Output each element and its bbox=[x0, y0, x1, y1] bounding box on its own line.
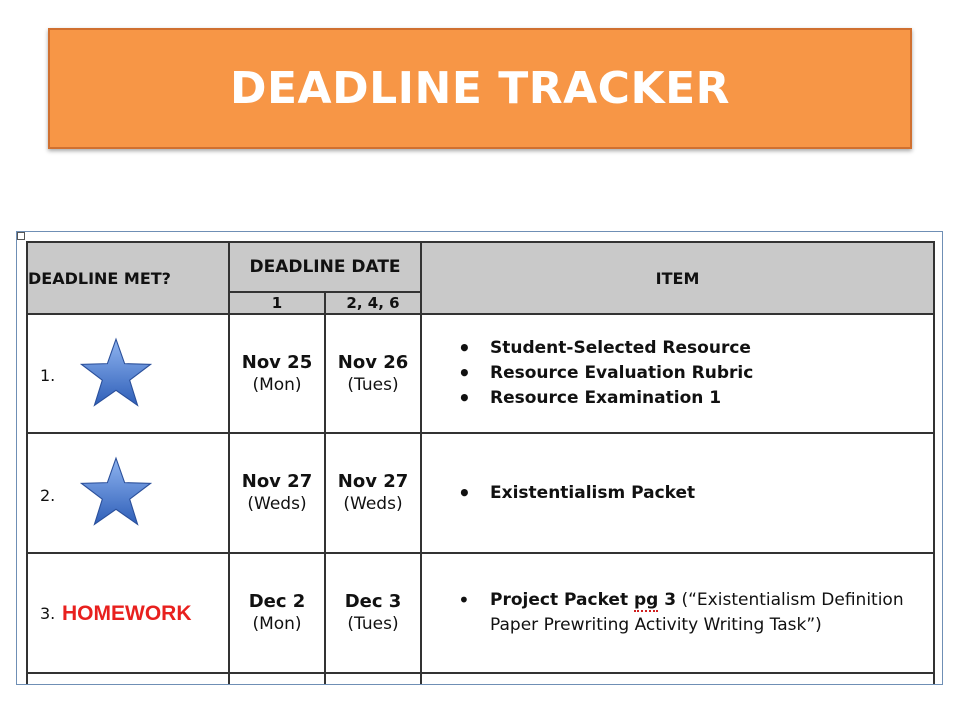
list-item: • Resource Examination 1 bbox=[458, 386, 933, 411]
list-item: • Student-Selected Resource bbox=[458, 336, 933, 361]
date-value: Nov 25 bbox=[241, 351, 313, 373]
date-value: Nov 27 bbox=[241, 471, 313, 492]
date-value: Nov 27 bbox=[337, 471, 409, 492]
date-day: (Mon) bbox=[252, 614, 302, 634]
header-item: ITEM bbox=[421, 242, 934, 314]
date-cell bbox=[325, 553, 421, 673]
row-number: 1. bbox=[40, 366, 56, 385]
header-deadline-date: DEADLINE DATE bbox=[229, 242, 421, 292]
table-row bbox=[27, 433, 934, 553]
date-value: Dec 2 bbox=[248, 591, 306, 612]
list-item: • Resource Evaluation Rubric bbox=[458, 361, 933, 386]
date-day: (Weds) bbox=[247, 494, 307, 514]
item-cell bbox=[421, 553, 934, 673]
date-day: (Weds) bbox=[343, 494, 403, 514]
item-bold-text: Project Packet bbox=[490, 590, 634, 610]
homework-label: HOMEWORK bbox=[62, 602, 192, 625]
deadline-met-cell bbox=[27, 314, 229, 433]
date-cell bbox=[229, 553, 325, 673]
deadline-table bbox=[26, 241, 935, 685]
table-row bbox=[27, 314, 934, 433]
list-item: • Existentialism Packet bbox=[458, 481, 933, 506]
item-detail-text: (“Existentialism Definition bbox=[676, 590, 904, 610]
title-banner bbox=[48, 28, 912, 149]
deadline-met-cell bbox=[27, 553, 229, 673]
row-number: 2. bbox=[40, 486, 56, 505]
date-cell bbox=[229, 314, 325, 433]
item-detail-text: Paper Prewriting Activity Writing Task”) bbox=[490, 615, 822, 635]
date-value: Dec 3 bbox=[344, 591, 402, 612]
resize-handle-icon[interactable] bbox=[17, 232, 25, 240]
date-cell bbox=[229, 433, 325, 553]
item-bold-text: pg bbox=[634, 590, 659, 610]
date-day: (Mon) bbox=[252, 374, 302, 395]
date-day: (Tues) bbox=[347, 374, 399, 395]
table-row bbox=[27, 553, 934, 673]
row-number: 3. bbox=[40, 604, 56, 623]
header-deadline-met: DEADLINE MET? bbox=[27, 242, 229, 314]
date-cell bbox=[325, 314, 421, 433]
embedded-table-image[interactable] bbox=[16, 231, 943, 685]
table-row bbox=[27, 673, 934, 685]
list-item bbox=[458, 588, 933, 638]
date-cell bbox=[325, 433, 421, 553]
star-icon bbox=[80, 456, 152, 528]
header-date-col-1: 1 bbox=[229, 292, 325, 314]
item-cell bbox=[421, 314, 934, 433]
header-date-col-2: 2, 4, 6 bbox=[325, 292, 421, 314]
star-icon bbox=[80, 337, 152, 409]
item-bold-text: 3 bbox=[658, 590, 677, 610]
deadline-met-cell bbox=[27, 433, 229, 553]
date-value: Nov 26 bbox=[337, 351, 409, 373]
date-day: (Tues) bbox=[347, 614, 399, 634]
item-cell bbox=[421, 433, 934, 553]
banner-title: DEADLINE TRACKER bbox=[229, 63, 731, 114]
